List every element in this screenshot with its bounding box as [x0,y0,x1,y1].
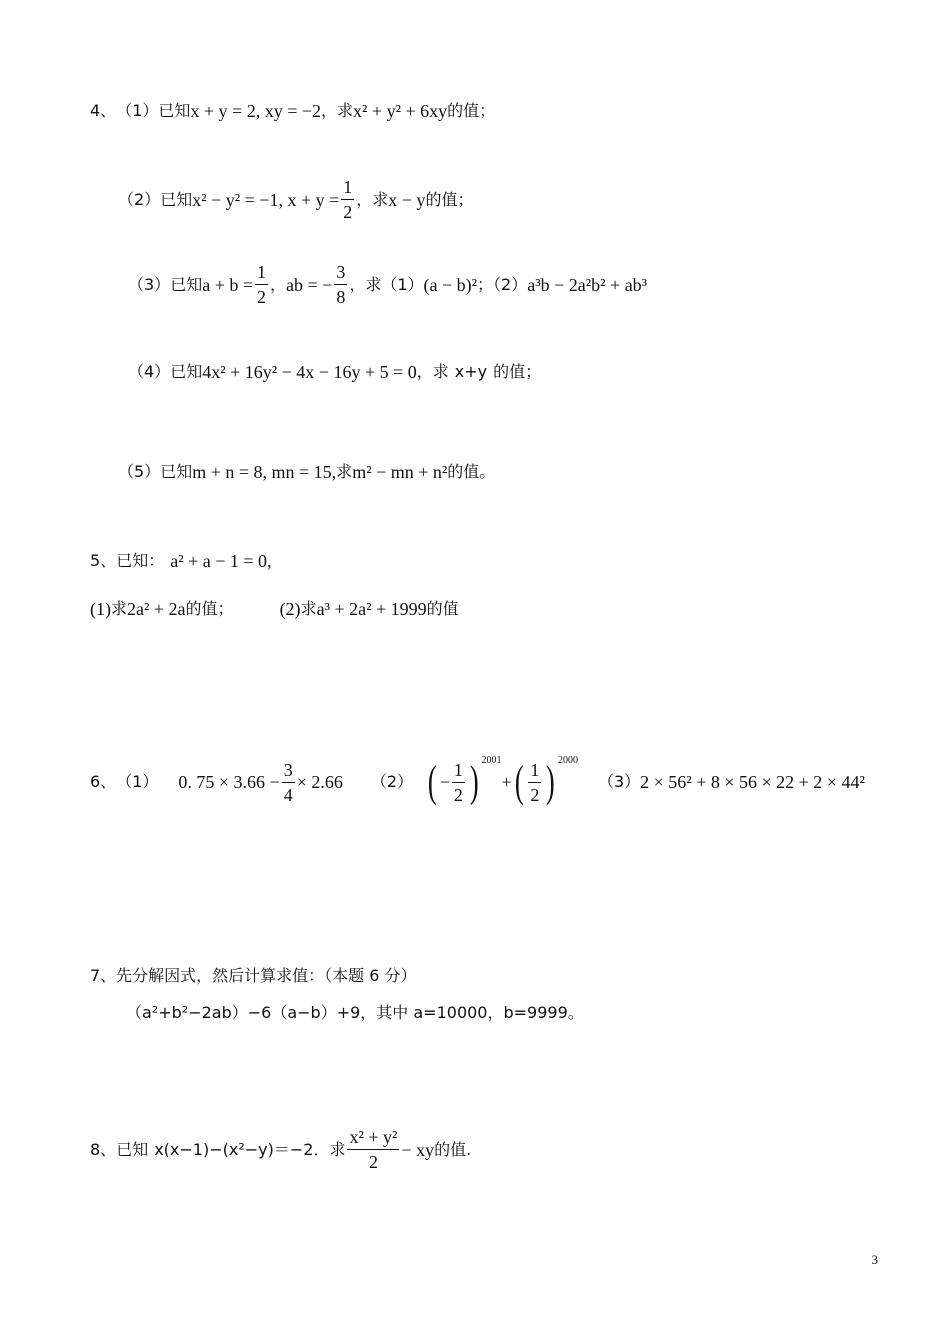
q6-p1-b: × 2.66 [296,772,343,792]
q4-p3-cond2: ab = − [286,274,333,295]
q6-line [90,755,865,806]
q4-p4-target: x+y [454,362,488,381]
q6-p1-idx: （1） [116,772,159,791]
q8-rest: − xy [401,1139,435,1160]
q6-p2-f2-num: 1 [528,761,541,783]
q4-p3-fraction2 [334,263,347,306]
q6-p2-fraction2 [528,761,541,804]
q4-p3-f2-den: 8 [336,287,346,307]
q5-p1-idx: (1) [90,599,111,619]
q4-part3 [128,263,647,306]
q7-title [90,968,417,984]
q4-p3-f1-den: 2 [257,287,266,307]
q4-p3-mid: ；（2） [477,274,528,294]
q4-p5-tail: 的值。 [447,462,496,481]
q5-condition [90,552,272,570]
q4-p2-expr: x − y [388,189,426,210]
q4-p3-expr1: (a − b)² [423,274,478,295]
q4-p1-tail: 的值； [447,101,496,120]
q4-p1-expr: x² + y² + 6xy [353,101,448,121]
q4-p5-expr: m² − mn + n² [352,462,448,482]
q4-p3-expr2: a³b − 2a²b² + ab³ [527,274,648,295]
q4-p1-idx: （1） [116,101,159,120]
q4-p2-tail: 的值； [425,189,474,209]
q8-ask: 求 [329,1139,346,1159]
q4-part5 [118,463,495,481]
q5-parts [90,600,459,618]
q4-p5-ask: 求 [336,462,353,481]
q4-p2-frac-den: 2 [343,202,353,222]
q4-p1-given: 已知 [158,101,191,120]
q4-p3-fraction1 [255,263,268,306]
q5-lead: 已知： [116,551,165,570]
q8-tail: 的值. [434,1139,472,1159]
q6-p2-idx: （2） [370,772,414,791]
q5-number: 5、 [90,551,117,570]
q5-p2-tail: 的值 [426,599,459,618]
q4-number: 4、 [90,101,117,120]
q4-p4-cond: 4x² + 16y² − 4x − 16y + 5 = 0 [202,362,417,382]
q4-p2-fraction [341,178,354,221]
q5-p1-expr: 2a² + 2a [127,599,186,619]
q4-p3-f2-num: 3 [334,263,347,285]
page-number: 3 [871,1252,878,1267]
q4-p3-ask: ，求（1） [349,274,424,294]
q4-p5-cond: m + n = 8, mn = 15, [192,462,337,482]
q4-p5-idx: （5） [118,462,161,481]
q6-p2-exp1: 2001 [481,755,502,766]
q7-title-text: 7、先分解因式，然后计算求值：（本题 6 分） [90,966,417,985]
q7-expression [126,1005,584,1021]
q4-p2-ask: ，求 [356,189,389,209]
q6-p2-f1-num: 1 [452,761,465,783]
q6-p2-fraction1 [452,761,465,804]
q6-p2-plus: + [501,772,512,792]
q4-p3-cond1: a + b = [202,274,253,295]
q8-frac-num: x² + y² [347,1128,399,1150]
q5-p2-idx: (2) [279,599,301,619]
q6-p2-f1-den: 2 [453,784,463,805]
q5-p2-expr: a³ + 2a² + 1999 [316,599,427,619]
q6-p2-f2-den: 2 [530,784,540,805]
q6-p2-minus: − [439,772,450,792]
q4-p4-tail: 的值； [493,362,542,381]
q5-cond: a² + a − 1 = 0, [170,551,272,571]
q4-p4-given: 已知 [170,362,203,381]
q4-p3-given: 已知 [170,274,203,294]
q6-p2-exp2: 2000 [557,755,578,766]
q4-p3-idx: （3） [128,274,171,294]
q6-p3-idx: （3） [597,772,641,791]
q7-expr-text: （a²+b²−2ab）−6（a−b）+9，其中 a=10000，b=9999。 [126,1003,584,1022]
q8-frac-den: 2 [368,1152,378,1172]
q4-part4 [128,363,541,381]
q4-part1 [90,102,495,120]
q5-p2-ask: 求 [300,599,317,618]
q6-p3-expr: 2 × 56² + 8 × 56 × 22 + 2 × 44² [640,772,865,792]
q4-p1-cond: x + y = 2, xy = −2 [190,101,321,121]
q4-p2-idx: （2） [118,189,161,209]
q6-p2-term1: ( − $\frac{1}{2}$ ) 2001 [427,755,502,806]
q8-number: 8、 [90,1139,117,1159]
q4-p1-comma: ， [321,101,338,120]
q8-fraction [347,1128,399,1171]
q4-p5-given: 已知 [160,462,193,481]
q6-p1-fraction [282,761,295,804]
q4-p4-ask: ，求 [416,362,449,381]
q8-line [90,1128,471,1171]
q4-p3-sep: ， [270,274,287,294]
q4-p3-f1-num: 1 [255,263,268,285]
q5-p1-ask: 求 [111,599,128,618]
q6-p1-f-den: 4 [283,784,293,805]
q6-p1-a: 0. 75 × 3.66 − [178,772,280,792]
q6-p1-f-num: 3 [282,761,295,783]
q8-given: 已知 [116,1139,149,1159]
q4-p2-frac-num: 1 [341,178,354,200]
q4-p4-idx: （4） [128,362,171,381]
q6-p2-term2: ( $\frac{1}{2}$ ) 2000 [514,755,578,806]
q4-part2 [118,178,473,221]
q8-cond: x(x−1)−(x²−y)＝−2． [154,1139,330,1159]
q5-p1-tail: 的值； [185,599,234,618]
q6-number: 6、 [90,772,117,791]
q4-p2-cond: x² − y² = −1, x + y = [192,189,340,210]
q4-p1-ask: 求 [337,101,354,120]
q4-p2-given: 已知 [160,189,193,209]
